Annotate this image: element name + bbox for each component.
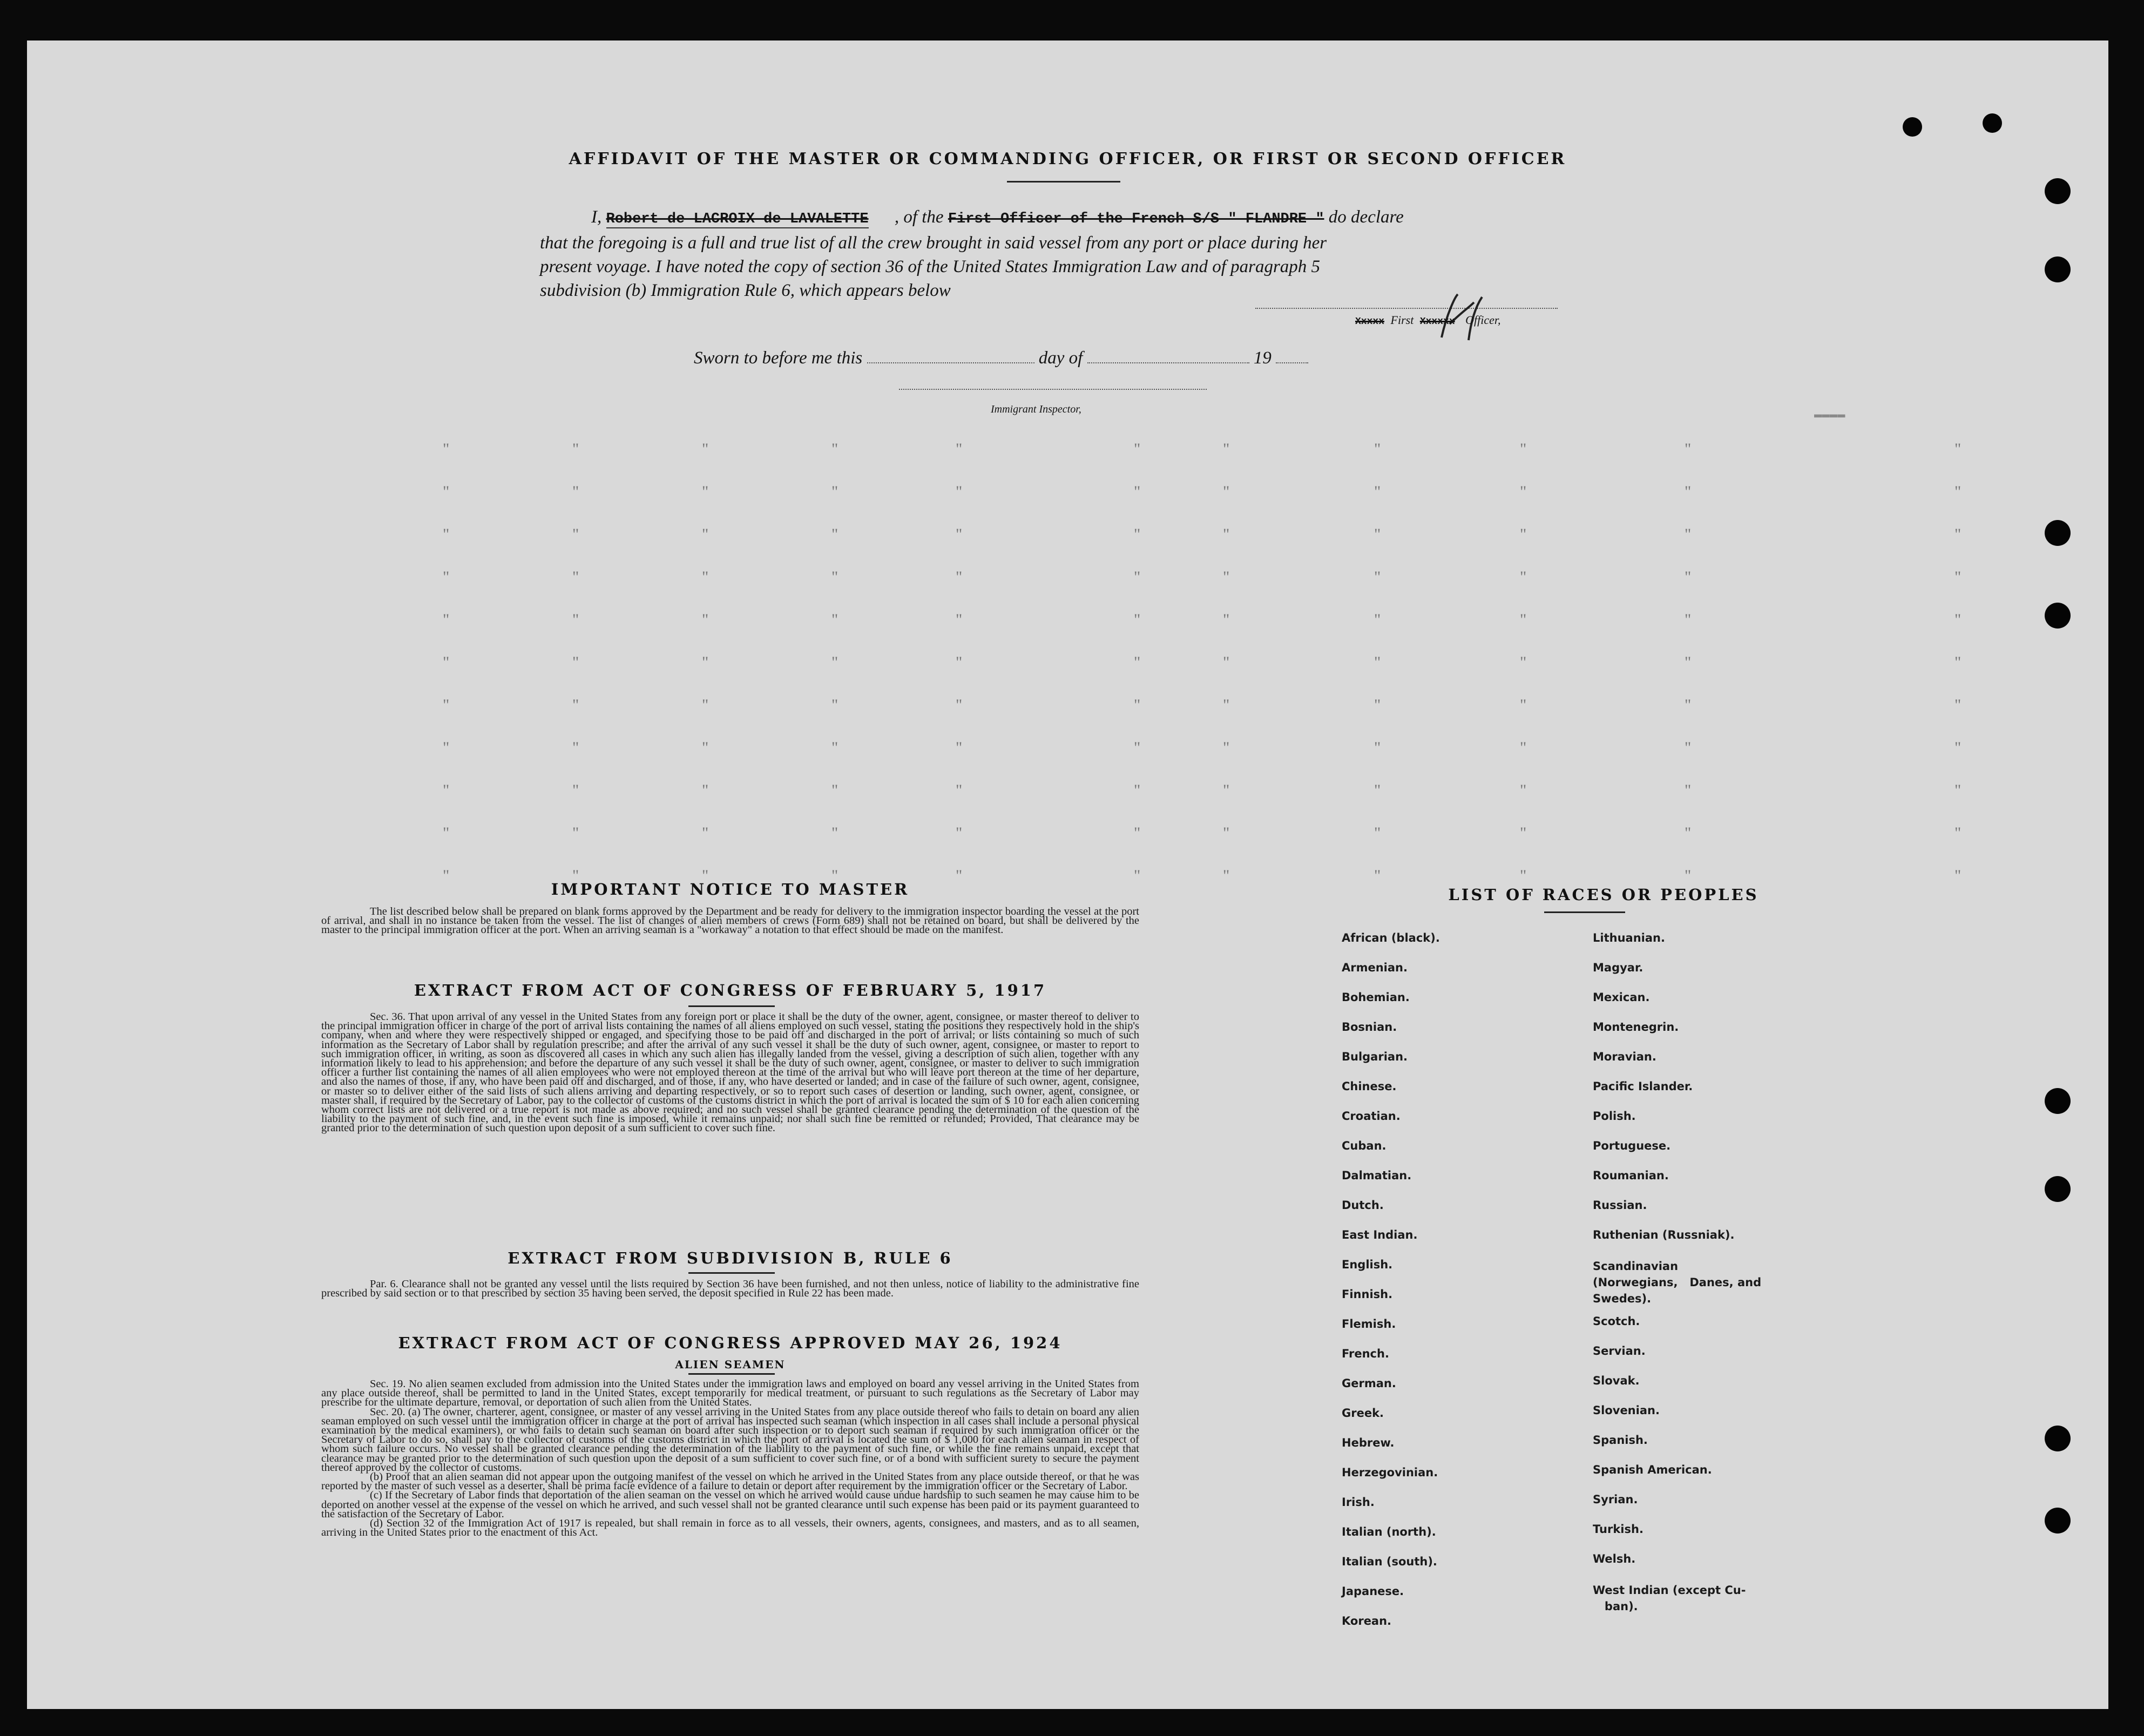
race-item: Pacific Islander.	[1593, 1080, 1693, 1093]
race-item: East Indian.	[1342, 1228, 1418, 1241]
race-item: Servian.	[1593, 1345, 1646, 1357]
affidavit-line-3: present voyage. I have noted the copy of section 36 of the United States Immigration Law and of paragraph 5	[540, 257, 1321, 276]
race-item: Spanish American.	[1593, 1463, 1712, 1476]
affidavit-do-declare: do declare	[1328, 207, 1404, 227]
sworn-day-blank[interactable]	[867, 362, 1034, 363]
sec-20c-text: (c) If the Secretary of Labor finds that deportation of the alien seaman on the vessel on which he arrived would cause undue hardship to such seamen he may cause him to be deported on another vessel at the expense of the vessel on which he arrived, and such vessel shall not be granted clearance until such expense has been paid or its payment guaranteed to the satisfaction of the Secretary of Labor.	[321, 1489, 1139, 1520]
race-item: Roumanian.	[1593, 1169, 1669, 1182]
race-item: Montenegrin.	[1593, 1021, 1679, 1034]
race-item: West Indian (except Cu- ban).	[1593, 1584, 1746, 1613]
sec-20a-text: Sec. 20. (a) The owner, charterer, agent, consignee, or master of any vessel arriving in the United States from any place outside thereof who fails to detain on board any alien seaman employed on such vessel until the immigration officer in charge at the port of arrival has inspected such seaman (which inspection in all cases shall include a personal physical examination by the medical examiners), or who fails to detain such seaman on board after such inspection or to deport such seaman if required by such immigration officer or the Secretary of Labor to do so, shall pay to the collector of customs of the customs district in which the port of arrival is located the sum of $ 1,000 for each alien seaman in respect of whom such failure occurs. No vessel shall be granted clearance pending the determination of the liability to the payment of such fine, or while the fine remains unpaid, except that clearance may be granted prior to the determination of such question upon the deposit of a sum sufficient to cover such fine, or of a bond with sufficient surety to secure the payment thereof approved by the collector of customs.	[321, 1406, 1139, 1474]
vessel-text: First Officer of the French S/S " FLANDRE "	[948, 211, 1324, 227]
race-item: Finnish.	[1342, 1288, 1393, 1301]
race-item: Italian (south).	[1342, 1555, 1437, 1568]
ditto-column: " " " " " " " " " " "	[1223, 440, 1230, 884]
affidavit-line-4: subdivision (b) Immigration Rule 6, which appears below	[540, 281, 951, 300]
race-item: Greek.	[1342, 1407, 1384, 1420]
inspector-label: Immigrant Inspector,	[991, 403, 1081, 415]
race-item: Welsh.	[1593, 1552, 1636, 1565]
sworn-line	[694, 348, 1308, 368]
ditto-column: " " " " " " " " " " "	[443, 440, 450, 884]
sworn-month-blank[interactable]	[1087, 362, 1249, 363]
race-item: Polish.	[1593, 1110, 1636, 1123]
ditto-column: " " " " " " " " " " "	[956, 440, 963, 884]
sec-20d-text: (d) Section 32 of the Immigration Act of 1917 is repealed, but shall remain in force as to all vessels, their owners, agents, consignees, and masters, and as to all seamen, arriving in the United States prior to the enactment of this Act.	[321, 1517, 1139, 1539]
punch-hole	[2045, 1508, 2071, 1534]
race-item: Japanese.	[1342, 1585, 1404, 1598]
punch-hole	[1983, 113, 2002, 133]
affidavit-i: I,	[591, 207, 602, 227]
affidavit-line-2: that the foregoing is a full and true list of all the crew brought in said vessel from any port or place during her	[540, 233, 1327, 253]
race-item: Hebrew.	[1342, 1436, 1395, 1449]
ditto-column: " " " " " " " " " " "	[1520, 440, 1527, 884]
race-item: Croatian.	[1342, 1110, 1401, 1123]
affidavit-of-the: , of the	[894, 207, 944, 227]
extract-1917-heading: EXTRACT FROM ACT OF CONGRESS OF FEBRUARY 5, 1917	[414, 981, 1047, 999]
ditto-column: " " " " " " " " " " "	[1134, 440, 1141, 884]
race-item: German.	[1342, 1377, 1396, 1390]
extract-1917-text: Sec. 36. That upon arrival of any vessel in the United States from any foreign port or place it shall be the duty of the owner, agent, consignee, or master thereof to deliver to the principal immigration officer in charge of the port of arrival lists containing the names of all aliens employed on such vessel, stating the positions they respectively hold in the ship's company, when and where they were respectively shipped or engaged, and specifying those to be paid off and discharged in the port of arrival; or lists containing so much of such information as the Secretary of Labor shall by regulation prescribe; and after the arrival of any such vessel it shall be the duty of such owner, agent, consignee, or master to report to such immigration officer, in writing, as soon as discovered all cases in which any such alien has illegally landed from the vessel, giving a description of such alien, together with any information likely to lead to his apprehension; and before the departure of any such vessel it shall be the duty of such owner, agent, consignee, or master to deliver to such immigration officer a further list containing the names of all alien employees who were not employed thereon at the time of the arrival but who will leave port thereon at the time of her departure, and also the names of those, if any, who have been paid off and discharged, and of those, if any, who have deserted or landed; and in case of the failure of such owner, agent, consignee, or master so to deliver either of the said lists of such aliens arriving and departing respectively, or so to report such cases of desertion or landing, such owner, agent, consignee, or master shall, if required by the Secretary of Labor, pay to the collector of customs of the customs district in which the port of arrival is located the sum of $ 10 for each alien concerning whom correct lists are not delivered or a true report is not made as above required; and no such vessel shall be granted clearance pending the determination of the question of the liability to the payment of such fine, and, in the event such fine is imposed, while it remains unpaid; nor shall such fine be remitted or refunded; Provided, That clearance may be granted prior to the determination of such question upon deposit of a sum sufficient to cover such fine.	[321, 1011, 1139, 1134]
ditto-column: " " " " " " " " " " "	[1685, 440, 1692, 884]
race-item: Cuban.	[1342, 1139, 1387, 1152]
race-item: French.	[1342, 1347, 1389, 1360]
sworn-year-blank[interactable]	[1276, 362, 1308, 363]
sec-19-text: Sec. 19. No alien seamen excluded from admission into the United States under the immigration laws and employed on board any vessel arriving in the United States from any place outside thereof, shall be permitted to land in the United States, except temporarily for medical treatment, or pursuant to such regulations as the Secretary of Labor may prescribe for the ultimate departure, removal, or deportation of such alien from the United States.	[321, 1378, 1139, 1409]
ditto-column: " " " " " " " " " " "	[1954, 440, 1962, 884]
punch-hole	[2045, 178, 2071, 204]
punch-hole	[2045, 256, 2071, 282]
race-item: Mexican.	[1593, 991, 1650, 1004]
ditto-column: " " " " " " " " " " "	[1374, 440, 1381, 884]
extract-1924-heading: EXTRACT FROM ACT OF CONGRESS APPROVED MAY 26, 1924	[398, 1334, 1063, 1352]
punch-hole	[2045, 1176, 2071, 1202]
race-item: Magyar.	[1593, 961, 1643, 974]
race-item: Korean.	[1342, 1615, 1392, 1627]
punch-hole	[2045, 1088, 2071, 1114]
race-item: Scandinavian (Norwegians, Danes, and Swedes).	[1593, 1260, 1762, 1305]
race-item: Bosnian.	[1342, 1021, 1397, 1034]
race-item: Scotch.	[1593, 1315, 1640, 1328]
ditto-column: " " " " " " " " " " "	[572, 440, 579, 884]
inspector-line	[899, 389, 1207, 390]
ditto-column: " " " " " " " " " " "	[702, 440, 709, 884]
affidavit-rule	[1007, 181, 1120, 183]
punch-hole	[1903, 117, 1922, 137]
race-item: Dutch.	[1342, 1199, 1384, 1212]
punch-hole	[2045, 1426, 2071, 1451]
race-item: Dalmatian.	[1342, 1169, 1412, 1182]
faint-carbon: ▬▬▬▬	[1814, 408, 1845, 422]
officer-title	[1355, 313, 1501, 327]
extract-rule6-heading: EXTRACT FROM SUBDIVISION B, RULE 6	[508, 1249, 953, 1267]
officer-name: Robert de LACROIX de LAVALETTE	[606, 211, 869, 227]
notice-heading: IMPORTANT NOTICE TO MASTER	[551, 880, 910, 899]
form-sheet	[27, 40, 2108, 1709]
race-item: Slovak.	[1593, 1374, 1640, 1387]
sworn-prefix: Sworn to before me this	[694, 348, 863, 368]
officer-signature-line	[1255, 308, 1558, 309]
punch-hole	[2045, 603, 2071, 629]
race-item: Bohemian.	[1342, 991, 1410, 1004]
affidavit-declaration	[540, 205, 1577, 302]
race-item: Flemish.	[1342, 1318, 1396, 1330]
race-item: Russian.	[1593, 1199, 1647, 1212]
extract-1924-body	[321, 1380, 1139, 1537]
race-item: Syrian.	[1593, 1493, 1638, 1506]
ditto-column: " " " " " " " " " " "	[831, 440, 838, 884]
race-item: Italian (north).	[1342, 1525, 1436, 1538]
punch-hole	[2045, 520, 2071, 546]
race-item: African (black).	[1342, 931, 1440, 944]
officer-label: Officer,	[1465, 313, 1501, 327]
officer-struck: Xxxxx	[1355, 316, 1385, 327]
race-item: Slovenian.	[1593, 1404, 1660, 1417]
race-item: Portuguese.	[1593, 1139, 1671, 1152]
race-item: Chinese.	[1342, 1080, 1397, 1093]
sec-20b-text: (b) Proof that an alien seaman did not appear upon the outgoing manifest of the vessel on which he arrived in the United States from any place outside thereof, or that he was reported by the master of such vessel as a deserter, shall be prima facie evidence of a failure to detain or deport after requirement by the immigration officer or the Secretary of Labor.	[321, 1471, 1139, 1492]
race-item: Turkish.	[1593, 1523, 1643, 1536]
race-item: Bulgarian.	[1342, 1050, 1408, 1063]
extract-rule6-text: Par. 6. Clearance shall not be granted any vessel until the lists required by Section 36 have been furnished, and not then unless, notice of liability to the administrative fine prescribed by said section or to that prescribed by section 35 having been served, the deposit specified in Rule 22 has been made.	[321, 1278, 1139, 1300]
extract-1917-rule	[688, 1005, 775, 1007]
race-item: Moravian.	[1593, 1050, 1656, 1063]
affidavit-heading: AFFIDAVIT OF THE MASTER OR COMMANDING OFFICER, OR FIRST OR SECOND OFFICER	[569, 150, 1567, 168]
officer-struck-2: Xxxxxx	[1419, 316, 1455, 327]
race-item: Spanish.	[1593, 1434, 1648, 1447]
alien-seamen-subheading: ALIEN SEAMEN	[675, 1358, 786, 1371]
race-item: English.	[1342, 1258, 1393, 1271]
officer-first: First	[1390, 313, 1414, 327]
sworn-year: 19	[1253, 348, 1271, 368]
race-item: Lithuanian.	[1593, 931, 1665, 944]
race-item: Irish.	[1342, 1496, 1375, 1509]
sworn-day-of: day of	[1038, 348, 1083, 368]
extract-rule6-rule	[688, 1272, 775, 1274]
races-rule	[1544, 911, 1625, 913]
race-item: Ruthenian (Russniak).	[1593, 1228, 1735, 1241]
race-item: Herzegovinian.	[1342, 1466, 1438, 1479]
extract-1924-rule	[688, 1373, 775, 1375]
races-heading: LIST OF RACES OR PEOPLES	[1448, 886, 1759, 904]
notice-text: The list described below shall be prepared on blank forms approved by the Department and be ready for delivery to the immigration inspector boarding the vessel at the port of arrival, and shall in no instance be taken from the vessel. The list of changes of alien members of crews (Form 689) shall not be retained on board, but shall be delivered by the master to the principal immigration officer at the port. When an arriving seaman is a "workaway" a notation to that effect should be made on the manifest.	[321, 906, 1139, 936]
race-item: Armenian.	[1342, 961, 1408, 974]
